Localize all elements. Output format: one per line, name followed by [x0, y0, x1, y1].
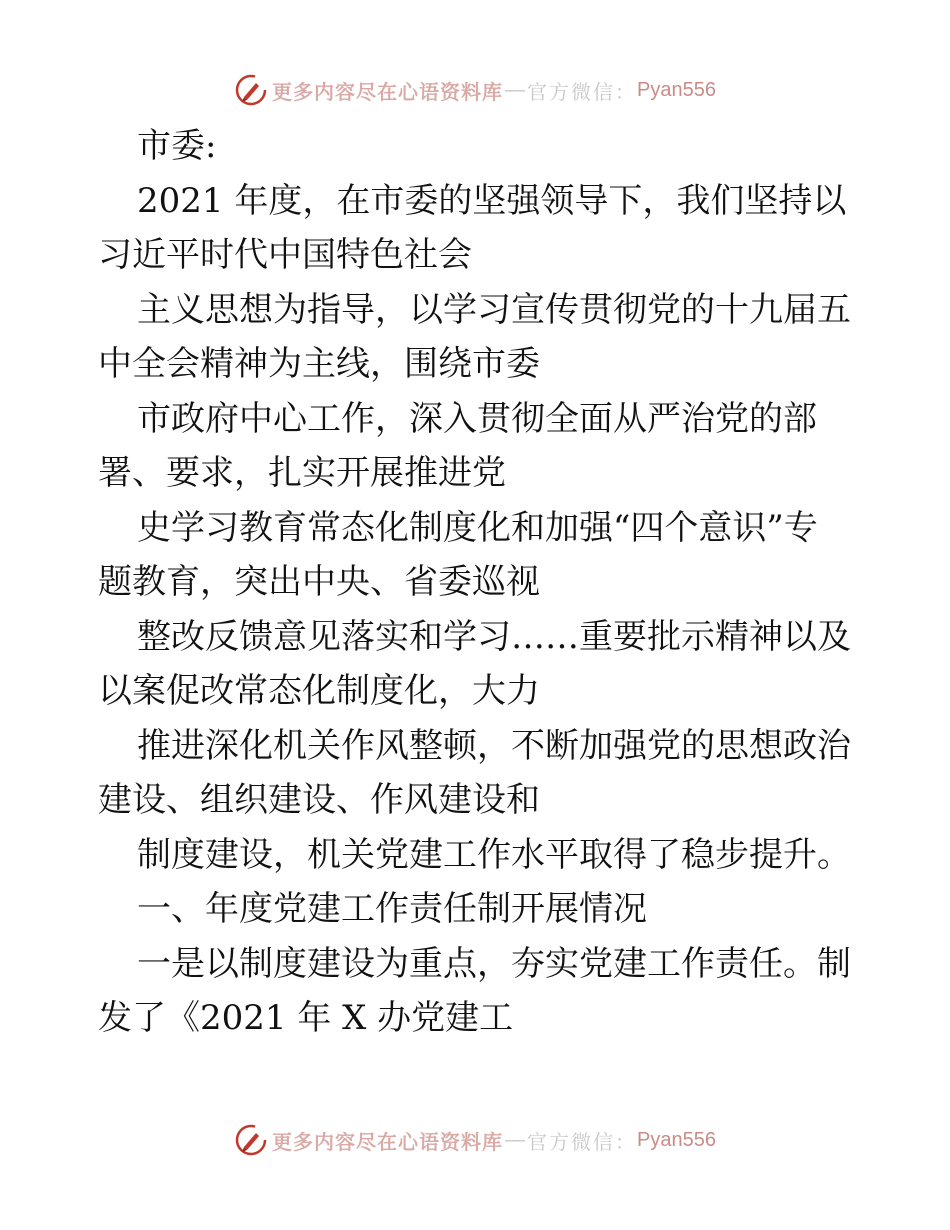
- document-line: 以案促改常态化制度化，大力: [98, 671, 540, 711]
- watermark-brand: 更多内容尽在心语资料库: [272, 1131, 504, 1154]
- header-watermark: [0, 70, 950, 110]
- document-line: 建设、组织建设、作风建设和: [98, 780, 540, 820]
- document-line: 一、年度党建工作责任制开展情况: [137, 889, 647, 929]
- watermark-official: 官方微信：: [527, 1131, 638, 1154]
- watermark-official: 官方微信：: [527, 81, 638, 104]
- document-line: 推进深化机关作风整顿，不断加强党的思想政治: [137, 726, 851, 766]
- watermark-dash: —: [505, 78, 526, 101]
- document-line: 整改反馈意见落实和学习……重要批示精神以及: [137, 617, 851, 657]
- watermark-dash: —: [505, 1128, 526, 1151]
- document-line: 2021 年度，在市委的坚强领导下，我们坚持以: [137, 181, 847, 221]
- watermark-wechat-id: Pyan556: [637, 78, 716, 101]
- document-line: 题教育，突出中央、省委巡视: [98, 562, 540, 602]
- document-line: 主义思想为指导，以学习宣传贯彻党的十九届五: [137, 290, 851, 330]
- document-line: 市委:: [137, 126, 217, 166]
- document-line: 史学习教育常态化制度化和加强“四个意识”专: [137, 508, 818, 548]
- footer-watermark: [0, 1120, 950, 1160]
- document-line: 习近平时代中国特色社会: [98, 235, 472, 275]
- document-line: 发了《2021 年 X 办党建工: [98, 998, 514, 1038]
- document-line: 市政府中心工作，深入贯彻全面从严治党的部: [137, 399, 817, 439]
- document-line: 制度建设，机关党建工作水平取得了稳步提升。: [137, 835, 851, 875]
- watermark-brand: 更多内容尽在心语资料库: [272, 81, 504, 104]
- document-line: 一是以制度建设为重点，夯实党建工作责任。制: [137, 944, 851, 984]
- document-line: 中全会精神为主线，围绕市委: [98, 344, 540, 384]
- document-line: 署、要求，扎实开展推进党: [98, 453, 506, 493]
- pen-nib-logo-icon: [234, 1123, 268, 1157]
- watermark-wechat-id: Pyan556: [637, 1128, 716, 1151]
- pen-nib-logo-icon: [234, 73, 268, 107]
